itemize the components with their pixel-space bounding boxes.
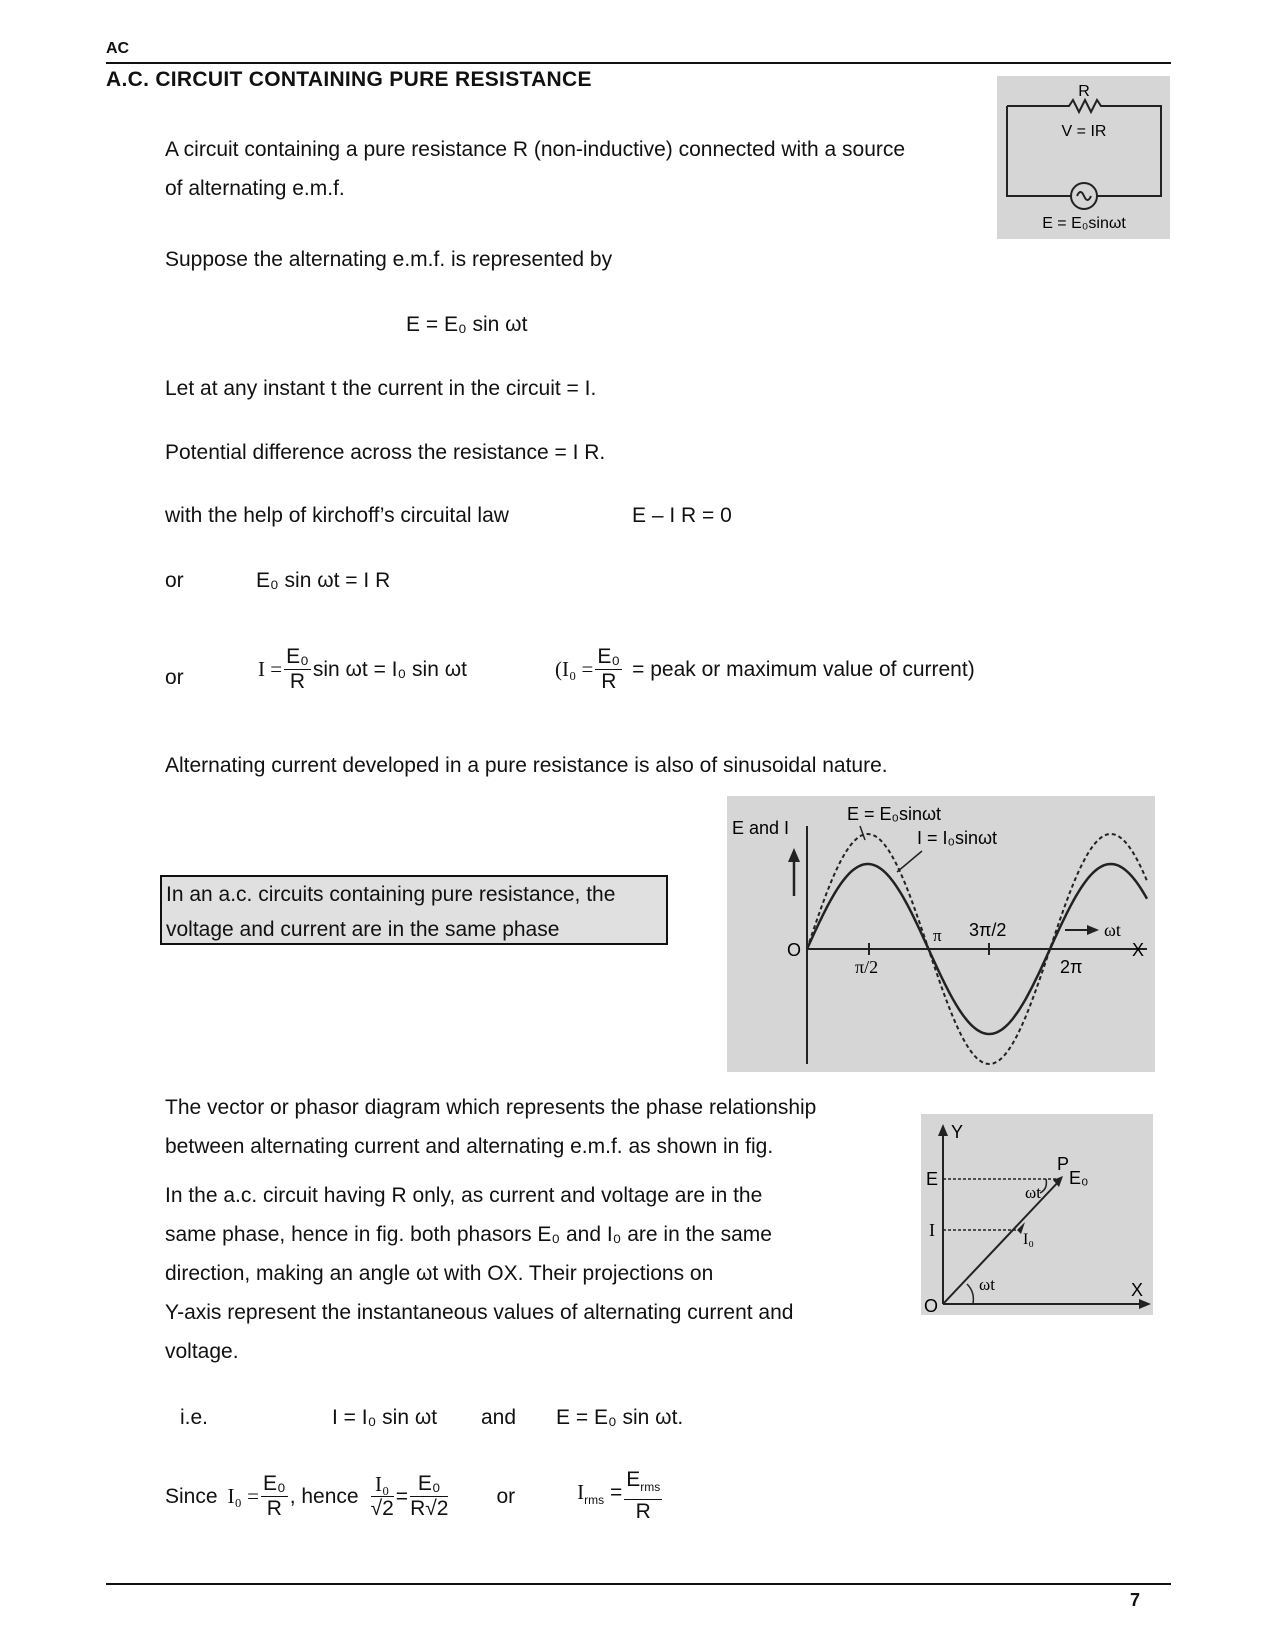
rms-derivation: Since I₀ = $\frac{\text{E₀}}{R}$ , hence $\frac{\text{I₀}}{√2}$ = $\frac{\text{E₀}}{R√2}$ or $I_{rms}$ = $\frac{E_{rms}}{R}$ [165, 1468, 661, 1524]
phasor-y-label: Y [951, 1122, 964, 1142]
phasor-para-2-line-2: same phase, hence in fig. both phasors E₀ and I₀ are in the same [165, 1223, 772, 1246]
suppose-text: Suppose the alternating e.m.f. is represented by [165, 248, 613, 271]
circuit-wire [1007, 100, 1161, 196]
emf-label: E = E₀sinωt [847, 804, 942, 824]
intro-line-2: of alternating e.m.f. [165, 177, 345, 200]
phasor-para-2-line-1: In the a.c. circuit having R only, as current and voltage are in the [165, 1184, 763, 1207]
phasor-para-1-line-2: between alternating current and alternating e.m.f. as shown in fig. [165, 1135, 774, 1158]
phasor-para-2-line-5: voltage. [165, 1340, 239, 1363]
angle-arc-top [1040, 1179, 1046, 1193]
or-label-2: or [165, 666, 184, 689]
x-axis-label: X [1132, 940, 1145, 960]
page-number: 7 [1130, 1590, 1141, 1610]
kirchoff-text: with the help of kirchoff’s circuital law [165, 504, 509, 527]
phasor-i0-label: I₀ [1023, 1231, 1034, 1248]
callout-box [160, 875, 668, 945]
phasor-para-1-line-1: The vector or phasor diagram which represents the phase relationship [165, 1096, 817, 1119]
tick-label-pi: π [933, 926, 942, 945]
phasor-vector [943, 1179, 1061, 1304]
phasor-figure [921, 1114, 1153, 1315]
wt-label: ωt [1104, 920, 1121, 940]
phasor-i-label: I [929, 1220, 935, 1240]
section-label: AC [106, 40, 130, 57]
wave-figure [727, 796, 1155, 1072]
circuit-wire-left [1007, 106, 1071, 196]
phasor-e-label: E [926, 1169, 939, 1189]
wave-plot [727, 796, 1155, 1072]
phasor-para-2-line-4: Y-axis represent the instantaneous values of alternating current and [165, 1301, 794, 1324]
kirchoff-equation: E – I R = 0 [632, 504, 732, 527]
tick-label-3pi-2: 3π/2 [969, 920, 1007, 940]
ie-label: i.e. [180, 1406, 209, 1429]
source-label: E = E₀sinωt [1042, 215, 1126, 232]
voltage-label: V = IR [1061, 123, 1107, 140]
or-label-1: or [165, 569, 184, 592]
page-title: A.C. CIRCUIT CONTAINING PURE RESISTANCE [106, 68, 592, 91]
current-label: I = I₀sinωt [917, 828, 998, 848]
callout-line-2: voltage and current are in the same phase [166, 918, 560, 941]
phasor-p-label: P [1057, 1154, 1070, 1174]
or-equation-1: E₀ sin ωt = I R [256, 569, 391, 592]
tick-label-pi-2: π/2 [855, 957, 879, 977]
intro-line-1: A circuit containing a pure resistance R (non-inductive) connected with a source [165, 138, 906, 161]
circuit-figure [997, 76, 1170, 239]
emf-equation: E = E₀ sin ωt [406, 313, 528, 336]
header-rule [106, 62, 1171, 64]
peak-current-note: (I₀ = $\frac{\text{E₀}}{R}$ = peak or maximum value of current) [555, 645, 975, 693]
phasor-angle-bottom-label: ωt [979, 1275, 995, 1294]
current-equation: I = $\frac{\text{E₀}}{R}$ sin ωt = I₀ sin ωt [258, 645, 467, 693]
phasor-angle-top-label: ωt [1025, 1183, 1041, 1202]
let-instant-text: Let at any instant t the current in the circuit = I. [165, 377, 597, 400]
footer-rule [106, 1583, 1171, 1585]
ie-and: and [481, 1406, 517, 1429]
tick-label-2pi: 2π [1060, 957, 1083, 977]
phasor-para-2-line-3: direction, making an angle ωt with OX. Their projections on [165, 1262, 714, 1285]
phasor-x-label: X [1131, 1280, 1144, 1300]
ie-current-equation: I = I₀ sin ωt [332, 1406, 438, 1429]
pd-text: Potential difference across the resistance = I R. [165, 441, 606, 464]
phasor-origin-label: O [924, 1296, 939, 1315]
ie-emf-equation: E = E₀ sin ωt. [556, 1406, 684, 1429]
y-axis-label: E and I [732, 818, 790, 838]
callout-line-1: In an a.c. circuits containing pure resistance, the [166, 883, 616, 906]
angle-arc-bottom [967, 1284, 973, 1304]
origin-label: O [787, 940, 802, 960]
phasor-e0-label: E₀ [1069, 1168, 1089, 1188]
sinusoidal-text: Alternating current developed in a pure resistance is also of sinusoidal nature. [165, 754, 888, 777]
resistor-label: R [1078, 83, 1090, 100]
